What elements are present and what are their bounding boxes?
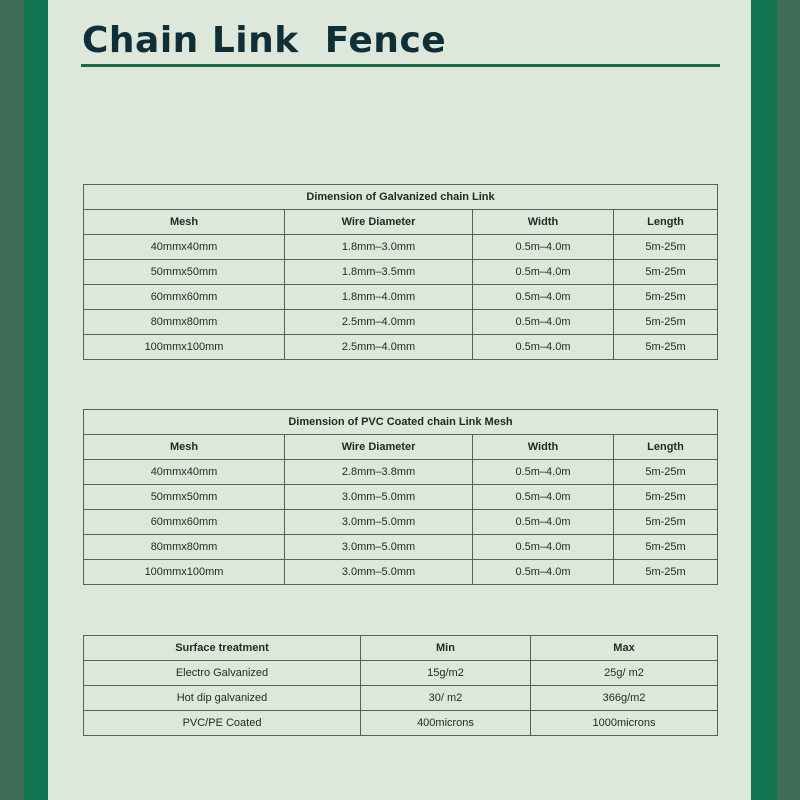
table-cell: 5m-25m [614,460,718,485]
table-cell: 5m-25m [614,560,718,585]
column-header: Mesh [84,435,285,460]
table-row [84,711,718,736]
table-cell: 3.0mm–5.0mm [285,510,473,535]
table-caption: Dimension of Galvanized chain Link [84,185,718,210]
table-row [84,686,718,711]
table-row [84,560,718,585]
left-accent-stripe [24,0,48,800]
table-cell: 0.5m–4.0m [473,285,614,310]
table-cell: 1000microns [531,711,718,736]
table-cell: 5m-25m [614,235,718,260]
table-cell: Electro Galvanized [84,661,361,686]
table-cell: 5m-25m [614,260,718,285]
surface-treatment-table [83,635,718,736]
table-row [84,460,718,485]
table-cell: 80mmx80mm [84,535,285,560]
table-cell: 3.0mm–5.0mm [285,560,473,585]
table-cell: 2.5mm–4.0mm [285,335,473,360]
column-header: Mesh [84,210,285,235]
column-header: Min [361,636,531,661]
table-cell: Hot dip galvanized [84,686,361,711]
table-cell: 0.5m–4.0m [473,485,614,510]
pvc-coated-dimension-table [83,409,718,585]
table-cell: 1.8mm–3.5mm [285,260,473,285]
table-cell: 3.0mm–5.0mm [285,485,473,510]
table-cell: 40mmx40mm [84,460,285,485]
table-cell: 2.8mm–3.8mm [285,460,473,485]
table-cell: 30/ m2 [361,686,531,711]
column-header: Wire Diameter [285,435,473,460]
table-caption: Dimension of PVC Coated chain Link Mesh [84,410,718,435]
table-cell: 60mmx60mm [84,285,285,310]
table-cell: 0.5m–4.0m [473,460,614,485]
table-header-row [84,435,718,460]
table-cell: 0.5m–4.0m [473,560,614,585]
table-header-row [84,210,718,235]
table-cell: 1.8mm–4.0mm [285,285,473,310]
table-cell: 5m-25m [614,285,718,310]
table-cell: 5m-25m [614,310,718,335]
column-header: Wire Diameter [285,210,473,235]
table-row [84,235,718,260]
table-header-row [84,636,718,661]
table-cell: 0.5m–4.0m [473,235,614,260]
table-cell: 2.5mm–4.0mm [285,310,473,335]
title-underline [81,64,720,67]
page-title: Chain Link Fence [82,20,447,61]
table-cell: 0.5m–4.0m [473,310,614,335]
table-cell: 80mmx80mm [84,310,285,335]
table-cell: 25g/ m2 [531,661,718,686]
table-row [84,510,718,535]
table-cell: 0.5m–4.0m [473,335,614,360]
table-cell: 366g/m2 [531,686,718,711]
table-cell: 5m-25m [614,510,718,535]
table-cell: 0.5m–4.0m [473,260,614,285]
table-cell: 0.5m–4.0m [473,510,614,535]
column-header: Length [614,435,718,460]
table-cell: PVC/PE Coated [84,711,361,736]
table-cell: 1.8mm–3.0mm [285,235,473,260]
table-row [84,310,718,335]
table-cell: 100mmx100mm [84,335,285,360]
table-row [84,485,718,510]
table-row [84,535,718,560]
column-header: Width [473,210,614,235]
table-cell: 50mmx50mm [84,485,285,510]
column-header: Max [531,636,718,661]
table-row [84,661,718,686]
galvanized-dimension-table [83,184,718,360]
table-cell: 15g/m2 [361,661,531,686]
table-cell: 60mmx60mm [84,510,285,535]
table-cell: 5m-25m [614,335,718,360]
table-cell: 5m-25m [614,535,718,560]
table-cell: 100mmx100mm [84,560,285,585]
table-row [84,335,718,360]
table-row [84,285,718,310]
table-cell: 400microns [361,711,531,736]
column-header: Surface treatment [84,636,361,661]
table-cell: 50mmx50mm [84,260,285,285]
right-accent-stripe [751,0,777,800]
column-header: Length [614,210,718,235]
table-cell: 0.5m–4.0m [473,535,614,560]
table-cell: 40mmx40mm [84,235,285,260]
table-cell: 3.0mm–5.0mm [285,535,473,560]
table-cell: 5m-25m [614,485,718,510]
table-row [84,260,718,285]
column-header: Width [473,435,614,460]
